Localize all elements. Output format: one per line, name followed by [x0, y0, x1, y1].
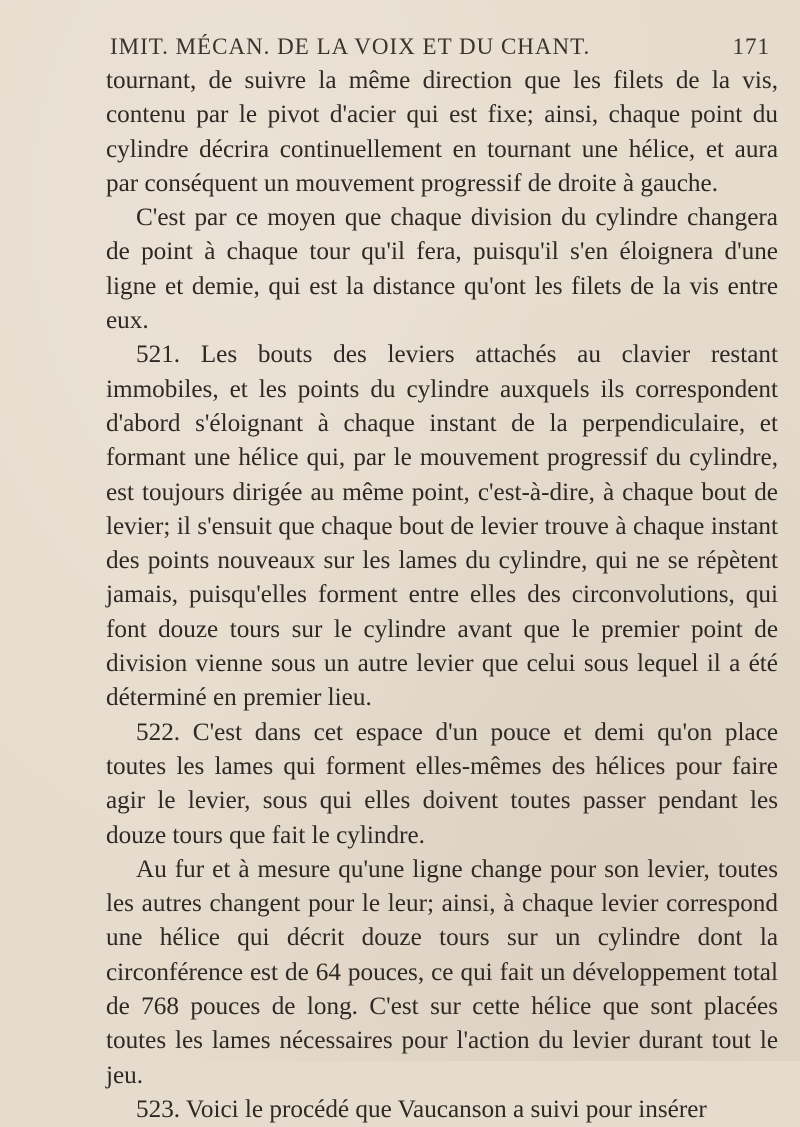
running-head-title: IMIT. MÉCAN. DE LA VOIX ET DU CHANT. [110, 34, 591, 59]
paragraph-523: 523. Voici le procédé que Vaucanson a suivi pour insérer [136, 1095, 707, 1123]
paragraph-5: Au fur et à mesure qu'une ligne change pour son levier, toutes les autres changent pour le leur; ainsi, à chaque levier correspond une hélice qui décrit douze tours sur un cylindre dont la circonférence est de 64 pouces, ce qui fait un développement total de 768 pouces de long. C'est sur cette hélice que sont placées toutes les lames nécessaires pour l'action du levier durant tout le jeu. [106, 855, 778, 1089]
paragraph-521: 521. Les bouts des leviers attachés au clavier restant immobiles, et les points du cylindre auxquels ils correspondent d'abord s'éloignant à chaque instant de la perpendiculaire, et formant une hélice qui, par le mouvement progressif du cylindre, est toujours dirigée au même point, c'est-à-dire, à chaque bout de levier; il s'ensuit que chaque bout de levier trouve à chaque instant des points nouveaux sur les lames du cylindre, qui ne se répètent jamais, puisqu'elles forment entre elles des circonvolutions, qui font douze tours sur le cylindre avant que le premier point de division vienne sous un autre levier que celui sous lequel il a été déterminé en premier lieu. [106, 341, 778, 712]
body-text [106, 64, 778, 1127]
paragraph-1: tournant, de suivre la même direction que les filets de la vis, contenu par le pivot d'acier qui est fixe; ainsi, chaque point du cylindre décrira continuellement en tournant une hélice, et aura par conséquent un mouvement progressif de droite à gauche. [106, 67, 778, 197]
paragraph-522: 522. C'est dans cet espace d'un pouce et demi qu'on place toutes les lames qui forment elles-mêmes des hélices pour faire agir le levier, sous qui elles doivent toutes passer pendant les douze tours que fait le cylindre. [106, 718, 778, 849]
paragraph-2: C'est par ce moyen que chaque division du cylindre changera de point à chaque tour qu'il fera, puisqu'il s'en éloignera d'une ligne et demie, qui est la distance qu'ont les filets de la vis entre eux. [106, 204, 778, 335]
running-head [110, 34, 770, 60]
page-number: 171 [732, 34, 770, 59]
